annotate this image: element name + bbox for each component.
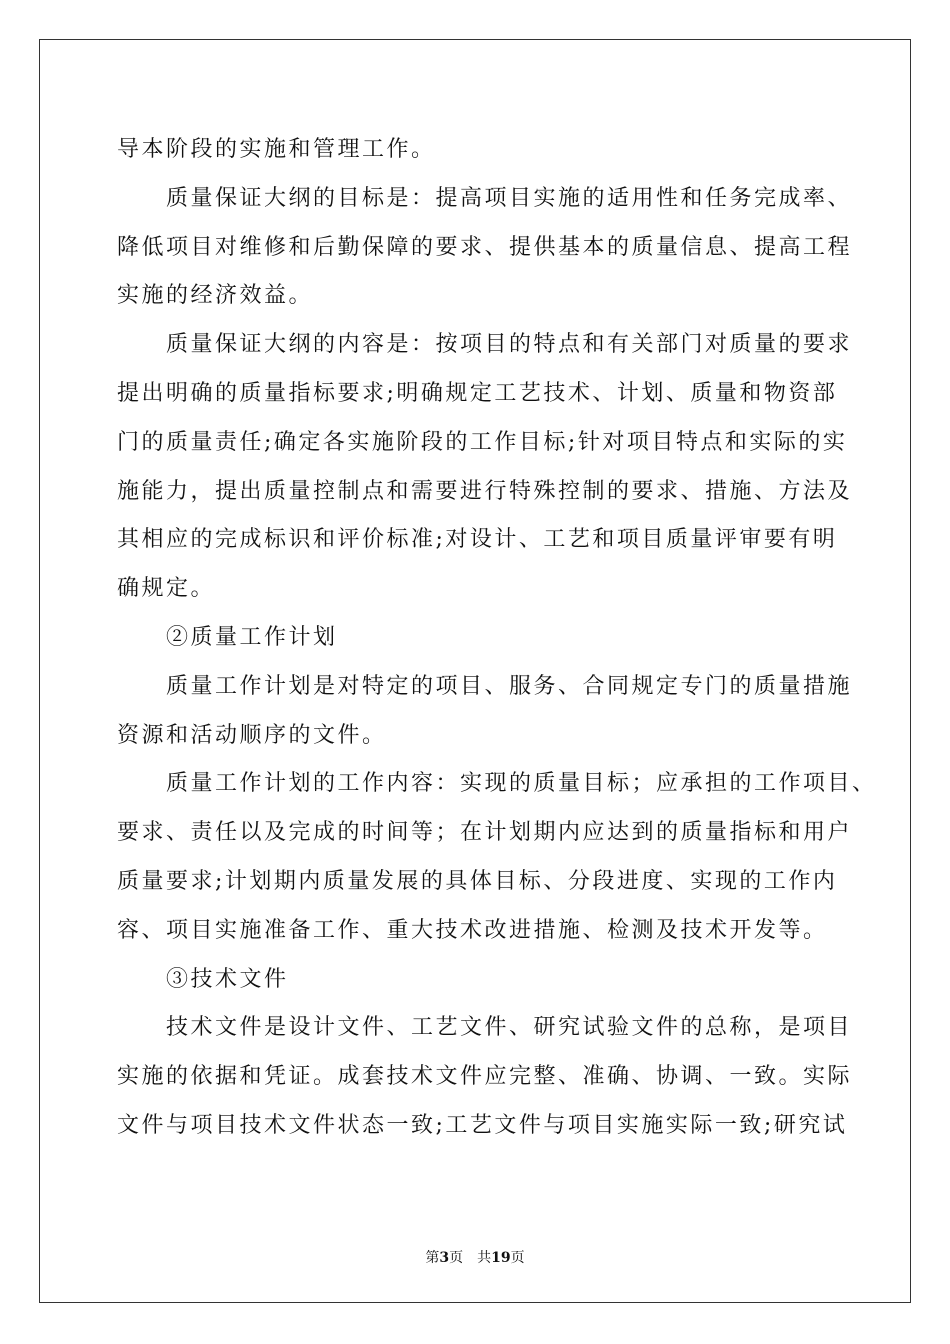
text-line: 质量工作计划是对特定的项目、服务、合同规定专门的质量措施 (166, 673, 853, 699)
text-line: 门的质量责任;确定各实施阶段的工作目标;针对项目特点和实际的实 (117, 429, 848, 455)
text-line: 要求、责任以及完成的时间等；在计划期内应达到的质量指标和用户 (117, 820, 853, 846)
text-line: 质量保证大纲的目标是：提高项目实施的适用性和任务完成率、 (166, 185, 853, 211)
text-line: 确规定。 (117, 576, 216, 602)
page-suffix: 页 (449, 1250, 464, 1266)
document-body (117, 126, 877, 1151)
text-line: 质量要求;计划期内质量发展的具体目标、分段进度、实现的工作内 (117, 868, 838, 894)
text-line: 降低项目对维修和后勤保障的要求、提供基本的质量信息、提高工程 (117, 234, 853, 260)
text-line: 资源和活动顺序的文件。 (117, 722, 387, 748)
text-line: 质量保证大纲的内容是：按项目的特点和有关部门对质量的要求 (166, 332, 853, 358)
total-pages: 19 (491, 1250, 511, 1266)
text-line: 施能力，提出质量控制点和需要进行特殊控制的要求、措施、方法及 (117, 478, 853, 504)
page-number: 3 (439, 1250, 450, 1266)
section-heading: ③技术文件 (166, 966, 289, 992)
total-suffix: 页 (510, 1250, 525, 1266)
text-line: 导本阶段的实施和管理工作。 (117, 137, 436, 162)
text-line: 质量工作计划的工作内容：实现的质量目标；应承担的工作项目、 (166, 771, 877, 797)
text-line: 提出明确的质量指标要求;明确规定工艺技术、计划、质量和物资部 (117, 380, 838, 406)
text-line: 实施的经济效益。 (117, 283, 314, 309)
page-prefix: 第 (425, 1250, 440, 1266)
text-line: 实施的依据和凭证。成套技术文件应完整、准确、协调、一致。实际 (117, 1064, 853, 1090)
total-prefix: 共 (477, 1250, 492, 1266)
text-line: 其相应的完成标识和评价标准;对设计、工艺和项目质量评审要有明 (117, 527, 838, 553)
section-heading: ②质量工作计划 (166, 624, 338, 650)
text-line: 文件与项目技术文件状态一致;工艺文件与项目实施实际一致;研究试 (117, 1112, 848, 1138)
text-line: 容、项目实施准备工作、重大技术改进措施、检测及技术开发等。 (117, 917, 828, 943)
text-line: 技术文件是设计文件、工艺文件、研究试验文件的总称，是项目 (166, 1015, 853, 1041)
page-footer (0, 1248, 950, 1268)
